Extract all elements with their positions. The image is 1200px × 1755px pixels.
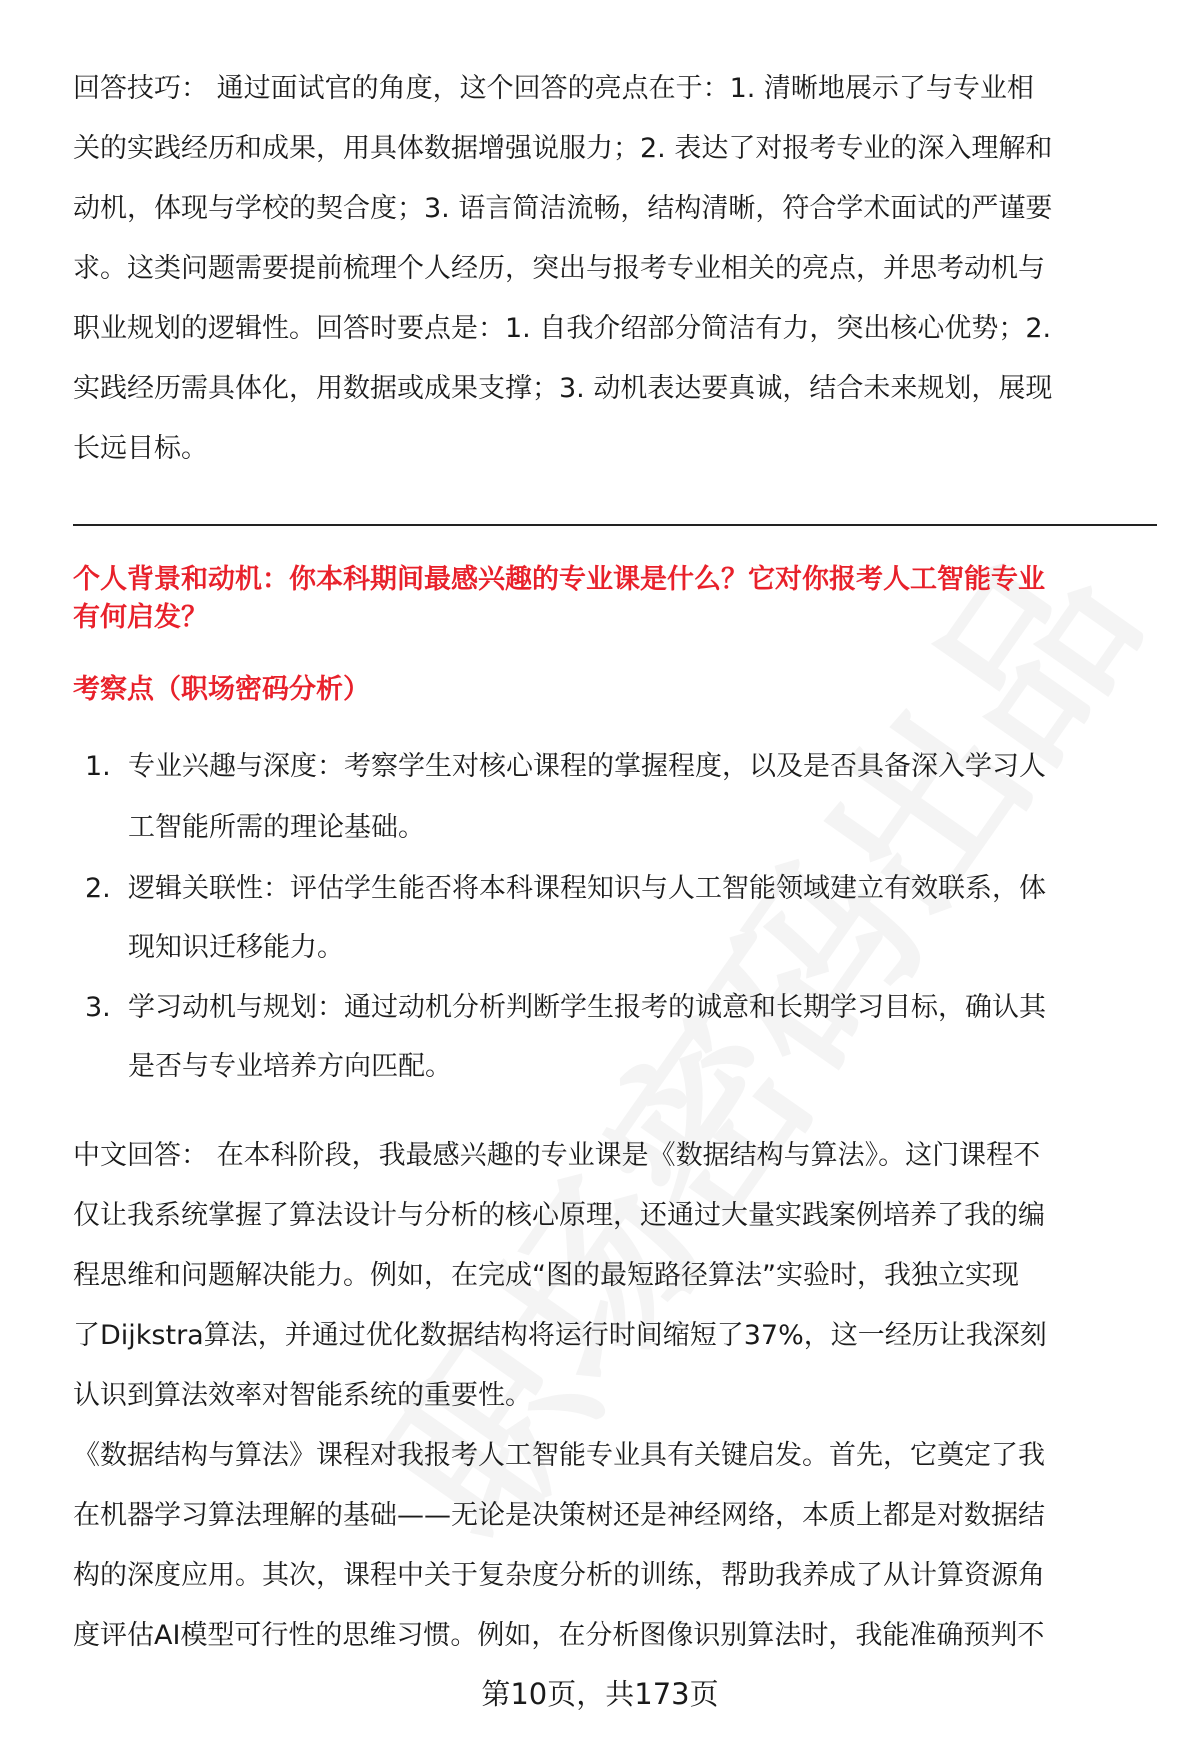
tips-line: 关的实践经历和成果，用具体数据增强说服力；2. 表达了对报考专业的深入理解和 xyxy=(73,133,1053,164)
watermark xyxy=(311,491,1189,1581)
list-number: 1. xyxy=(85,751,111,782)
tips-line: 实践经历需具体化，用数据或成果支撑；3. 动机表达要真诚，结合未来规划，展现 xyxy=(73,373,1053,404)
list-item-line: 逻辑关联性：评估学生能否将本科课程知识与人工智能领域建立有效联系，体 xyxy=(128,873,1046,904)
answer-line: 了Dijkstra算法，并通过优化数据结构将运行时间缩短了37%，这一经历让我深刻 xyxy=(73,1320,1047,1351)
tips-line: 职业规划的逻辑性。回答时要点是：1. 自我介绍部分简洁有力，突出核心优势；2. xyxy=(73,313,1052,344)
list-number: 2. xyxy=(85,873,111,904)
tips-line: 动机，体现与学校的契合度；3. 语言简洁流畅，结构清晰，符合学术面试的严谨要 xyxy=(73,193,1053,224)
points-heading: 考察点（职场密码分析） xyxy=(73,674,370,705)
list-item-line: 是否与专业培养方向匹配。 xyxy=(128,1051,452,1082)
list-item-line: 学习动机与规划：通过动机分析判断学生报考的诚意和长期学习目标，确认其 xyxy=(128,992,1046,1023)
section-divider xyxy=(73,524,1157,526)
answer-line: 程思维和问题解决能力。例如，在完成“图的最短路径算法”实验时，我独立实现 xyxy=(73,1260,1019,1291)
tips-line: 回答技巧： 通过面试官的角度，这个回答的亮点在于：1. 清晰地展示了与专业相 xyxy=(73,73,1034,104)
answer-line: 度评估AI模型可行性的思维习惯。例如，在分析图像识别算法时，我能准确预判不 xyxy=(73,1620,1045,1651)
answer-line: 认识到算法效率对智能系统的重要性。 xyxy=(73,1380,532,1411)
page-number: 第10页，共173页 xyxy=(481,1677,719,1711)
list-number: 3. xyxy=(85,992,111,1023)
answer-line: 仅让我系统掌握了算法设计与分析的核心原理，还通过大量实践案例培养了我的编 xyxy=(73,1200,1045,1231)
list-item-line: 工智能所需的理论基础。 xyxy=(128,812,425,843)
answer-line: 在机器学习算法理解的基础——无论是决策树还是神经网络，本质上都是对数据结 xyxy=(73,1500,1045,1531)
tips-line: 长远目标。 xyxy=(73,433,208,464)
question-line: 个人背景和动机：你本科期间最感兴趣的专业课是什么？它对你报考人工智能专业 xyxy=(73,564,1045,595)
list-item-line: 专业兴趣与深度：考察学生对核心课程的掌握程度，以及是否具备深入学习人 xyxy=(128,751,1046,782)
list-item-line: 现知识迁移能力。 xyxy=(128,932,344,963)
answer-line: 构的深度应用。其次，课程中关于复杂度分析的训练，帮助我养成了从计算资源角 xyxy=(73,1560,1045,1591)
answer-line: 中文回答： 在本科阶段，我最感兴趣的专业课是《数据结构与算法》。这门课程不 xyxy=(73,1140,1041,1171)
question-line: 有何启发？ xyxy=(73,602,208,633)
tips-line: 求。这类问题需要提前梳理个人经历，突出与报考专业相关的亮点，并思考动机与 xyxy=(73,253,1045,284)
answer-line: 《数据结构与算法》课程对我报考人工智能专业具有关键启发。首先，它奠定了我 xyxy=(73,1440,1045,1471)
